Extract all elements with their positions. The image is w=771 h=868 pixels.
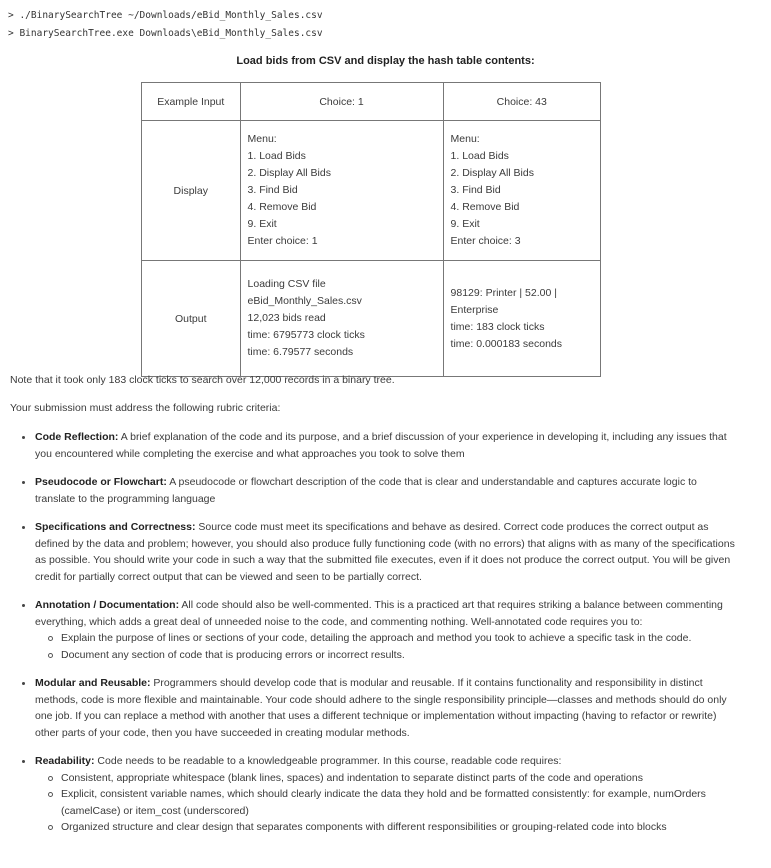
cell-line: 3. Find Bid [247, 184, 298, 196]
table-caption: Load bids from CSV and display the hash table contents: [236, 55, 535, 67]
cell-line: time: 6.79577 seconds [247, 346, 354, 358]
rubric-subitem: Consistent, appropriate whitespace (blank lines, spaces) and indentation to separate distinct parts of the code and operations [59, 770, 740, 787]
header-choice-43: Choice: 43 [443, 83, 600, 121]
output-choice-1-cell [240, 261, 443, 377]
display-choice-1-cell [240, 121, 443, 261]
rubric-item [20, 519, 740, 585]
output-choice-43-cell [443, 261, 600, 377]
cell-line: Enter choice: 1 [247, 235, 318, 247]
rubric-item-title: Modular and Reusable: [35, 677, 151, 689]
cell-line: Loading CSV file [247, 278, 326, 290]
rubric-item-title: Pseudocode or Flowchart: [35, 476, 167, 488]
rubric-item-text: All code should also be well-commented. This is a practiced art that requires striking a balance between commenting everything, which adds a great deal of unneeded noise to the code, and commenting nothing. Well-annotated code requires you to: [35, 599, 723, 628]
table-header-row [142, 83, 601, 121]
rubric-item-text: Code needs to be readable to a knowledgeable programmer. In this course, readable code requires: [94, 755, 562, 767]
console-line-1: > ./BinarySearchTree ~/Downloads/eBid_Monthly_Sales.csv [8, 10, 323, 21]
cell-line: 98129: Printer | 52.00 | [450, 286, 557, 299]
cell-line: 1. Load Bids [450, 150, 509, 162]
rubric-item-text: Source code must meet its specifications and behave as desired. Correct code produces the correct output as defined by the data and problem; however, you should also produce fully functioning code (with no errors) that aligns with as many of the specifications as possible. You should write your code in such a way that the submitted file executes, even if it does not produce the correct output. You will be given credit for partially correct output that can be viewed and seen to be partially correct. [35, 521, 735, 583]
rubric-item-title: Specifications and Correctness: [35, 521, 196, 533]
rubric-item-text: A pseudocode or flowchart description of the code that is clear and understandable and captures accurate logic to translate to the programming language [35, 476, 697, 505]
example-table [141, 82, 601, 377]
table-row-display [142, 121, 601, 261]
note-text: Note that it took only 183 clock ticks to search over 12,000 records in a binary tree. [10, 374, 395, 386]
cell-line: time: 0.000183 seconds [450, 337, 563, 350]
header-example-input: Example Input [142, 83, 241, 121]
cell-line: Enter choice: 3 [450, 235, 521, 247]
cell-line: 2. Display All Bids [247, 167, 331, 179]
cell-line: 4. Remove Bid [247, 201, 317, 213]
cell-line: 4. Remove Bid [450, 201, 520, 213]
rubric-sublist [35, 770, 740, 836]
cell-line: 9. Exit [450, 218, 480, 230]
cell-line: Menu: [247, 133, 277, 145]
rubric-item [20, 429, 740, 462]
output-label: Output [142, 261, 241, 377]
cell-line: 1. Load Bids [247, 150, 306, 162]
cell-line: eBid_Monthly_Sales.csv [247, 295, 362, 307]
rubric-intro: Your submission must address the following rubric criteria: [10, 402, 281, 414]
rubric-item [20, 753, 740, 836]
rubric-item-text: A brief explanation of the code and its purpose, and a brief discussion of your experience in developing it, including any issues that you encountered while completing the exercise and what approaches you took to solve them [35, 431, 727, 460]
cell-line: 9. Exit [247, 218, 277, 230]
rubric-subitem: Document any section of code that is producing errors or incorrect results. [59, 647, 740, 664]
console-line-2: > BinarySearchTree.exe Downloads\eBid_Monthly_Sales.csv [8, 28, 323, 39]
rubric-item-title: Readability: [35, 755, 95, 767]
header-choice-1: Choice: 1 [240, 83, 443, 121]
rubric-subitem: Explicit, consistent variable names, which should clearly indicate the data they hold and be formatted consistently: for example, numOrders (camelCase) or item_cost (underscored) [59, 786, 740, 819]
rubric-item-text: Programmers should develop code that is modular and reusable. If it contains functionality and responsibility in distinct methods, code is more flexible and maintainable. Your code should adhere to the single responsibility principle—classes and methods should do only one job. If you can replace a method with another that uses a different technique or implementation without impacting (having to refactor or rewrite) other parts of your code, then you have succeeded in creating modular methods. [35, 677, 727, 739]
rubric-subitem: Explain the purpose of lines or sections of your code, detailing the approach and method you took to achieve a specific task in the code. [59, 630, 740, 647]
cell-line: 2. Display All Bids [450, 167, 534, 179]
rubric-item-title: Code Reflection: [35, 431, 119, 443]
cell-line: 3. Find Bid [450, 184, 501, 196]
cell-line: Enterprise [450, 303, 499, 316]
table-row-output [142, 261, 601, 377]
cell-line: 12,023 bids read [247, 312, 326, 324]
rubric-item [20, 675, 740, 741]
display-choice-43-cell [443, 121, 600, 261]
rubric-item [20, 597, 740, 663]
rubric-item [20, 474, 740, 507]
display-label: Display [142, 121, 241, 261]
rubric-item-title: Annotation / Documentation: [35, 599, 180, 611]
rubric-subitem: Organized structure and clear design that separates components with different responsibilities or grouping-related code into blocks [59, 819, 740, 836]
cell-line: Menu: [450, 133, 480, 145]
cell-line: time: 6795773 clock ticks [247, 329, 365, 341]
rubric-sublist [35, 630, 740, 663]
rubric-list [20, 429, 740, 848]
cell-line: time: 183 clock ticks [450, 320, 545, 333]
